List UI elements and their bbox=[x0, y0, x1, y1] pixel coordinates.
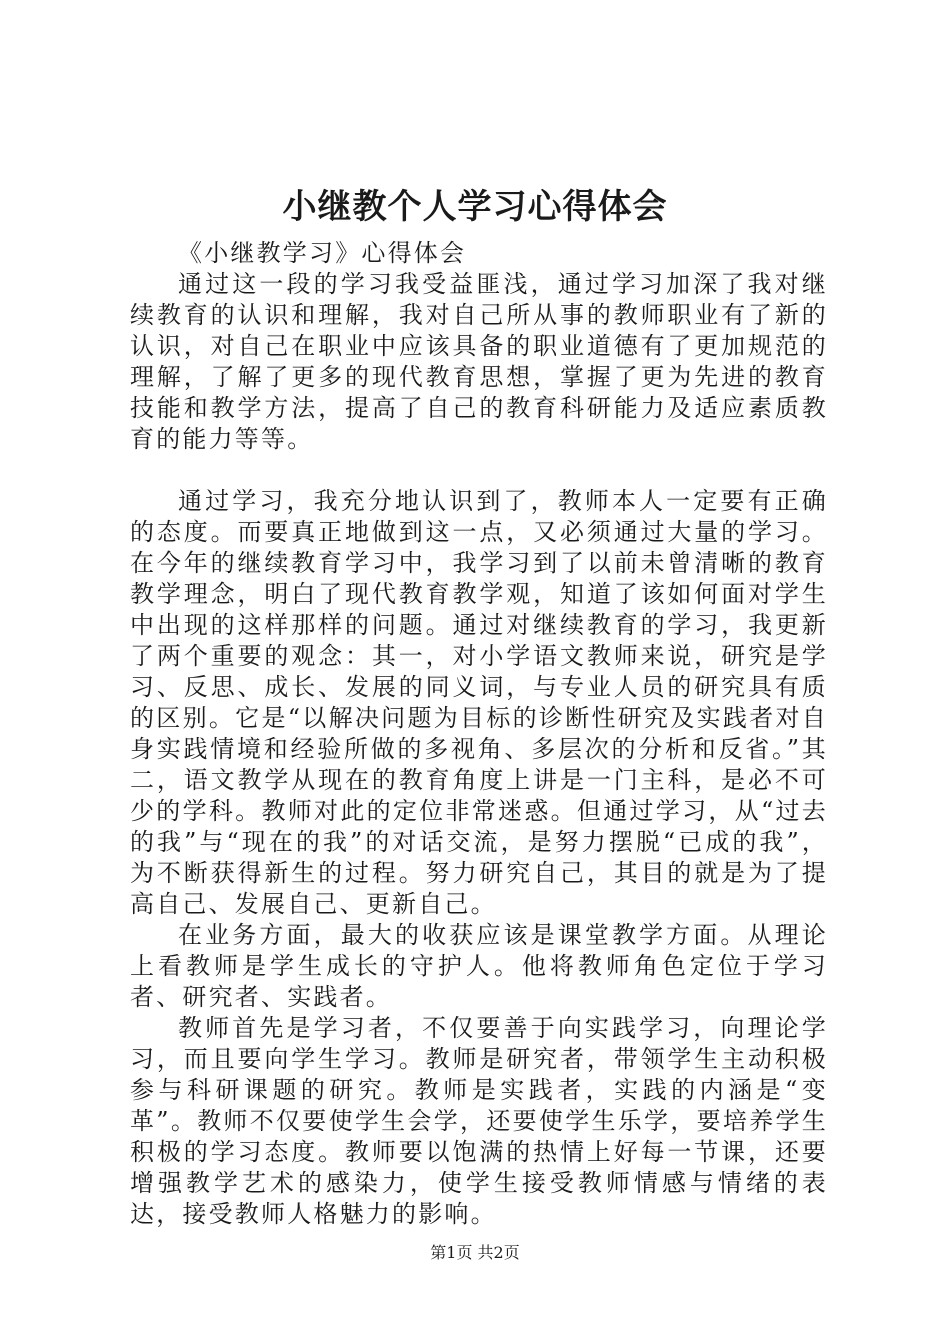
paragraph-2: 通过学习，我充分地认识到了，教师本人一定要有正确的态度。而要真正地做到这一点，又必须通过大量的学习。在今年的继续教育学习中，我学习到了以前未曾清晰的教育教学理念，明白了现代教育教学观，知道了该如何面对学生中出现的这样那样的问题。通过对继续教育的学习，我更新了两个重要的观念：其一，对小学语文教师来说，研究是学习、反思、成长、发展的同义词，与专业人员的研究具有质的区别。它是“以解决问题为目标的诊断性研究及实践者对自身实践情境和经验所做的多视角、多层次的分析和反省。”其二，语文教学从现在的教育角度上讲是一门主科，是必不可少的学科。教师对此的定位非常迷惑。但通过学习，从“过去的我”与“现在的我”的对话交流，是努力摆脱“已成的我”，为不断获得新生的过程。努力研究自己，其目的就是为了提高自己、发展自己、更新自己。 bbox=[130, 487, 828, 918]
page-footer: 第1页 共2页 bbox=[430, 1243, 520, 1262]
document-body bbox=[130, 238, 828, 1230]
paragraph-3: 在业务方面，最大的收获应该是课堂教学方面。从理论上看教师是学生成长的守护人。他将教师角色定位于学习者、研究者、实践者。 bbox=[130, 921, 828, 1011]
paragraph-1: 通过这一段的学习我受益匪浅，通过学习加深了我对继续教育的认识和理解，我对自己所从事的教师职业有了新的认识，对自己在职业中应该具备的职业道德有了更加规范的理解，了解了更多的现代教育思想，掌握了更为先进的教育技能和教学方法，提高了自己的教育科研能力及适应素质教育的能力等等。 bbox=[130, 270, 828, 453]
paragraph-4: 教师首先是学习者，不仅要善于向实践学习，向理论学习，而且要向学生学习。教师是研究者，带领学生主动积极参与科研课题的研究。教师是实践者，实践的内涵是“变革”。教师不仅要使学生会学，还要使学生乐学，要培养学生积极的学习态度。教师要以饱满的热情上好每一节课，还要增强教学艺术的感染力，使学生接受教师情感与情绪的表达，接受教师人格魅力的影响。 bbox=[130, 1014, 828, 1228]
page-title: 小继教个人学习心得体会 bbox=[282, 187, 668, 227]
document-subtitle: 《小继教学习》心得体会 bbox=[178, 239, 467, 267]
